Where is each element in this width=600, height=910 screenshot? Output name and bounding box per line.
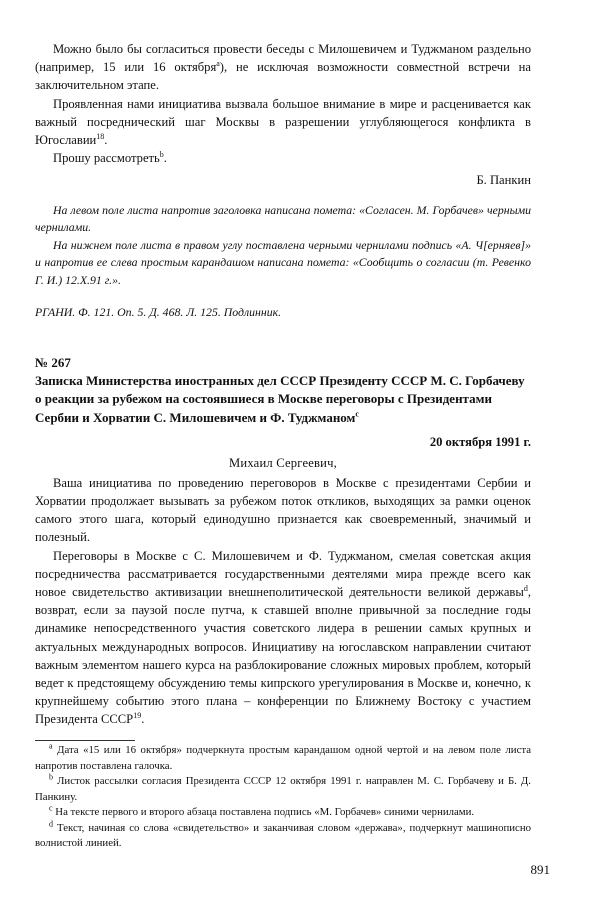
- paragraph-text: Переговоры в Москве с С. Милошевичем и Ф. Туджманом, смелая советская акция посредничества рассматривается государственными деятелями мира прежде всего как новое свидетельство активизации внешнеполитической деятельности великой державы: [35, 548, 531, 599]
- document-title: [35, 372, 531, 428]
- signature: Б. Панкин: [476, 173, 531, 188]
- footnote-mark: b: [49, 772, 53, 782]
- footnote-text: Дата «15 или 16 октября» подчеркнута простым карандашом одной чертой и на левом поле листа напротив поставлена галочка.: [35, 744, 532, 772]
- footnote-text: Текст, начиная со слова «свидетельство» и заканчивая словом «держава», подчеркнут машинописно волнистой линией.: [35, 821, 531, 849]
- paragraph: [35, 149, 531, 167]
- paragraph-text: ), не исключая возможности совместной встречи на заключительном этапе.: [35, 60, 531, 93]
- page-number: 891: [530, 862, 550, 877]
- document-number: № 267: [35, 354, 71, 370]
- paragraph: [35, 40, 531, 95]
- footnote-ref: a: [216, 59, 220, 69]
- footnote-text: На тексте первого и второго абзаца поставлена подпись «М. Горбачев» синими чернилами.: [55, 806, 475, 818]
- archival-note: На нижнем поле листа в правом углу поставлена черными чернилами подпись «А. Ч[ерняев]» и напротив ее слева простым карандашом написана помета: «Сообщить о согласии (т. Ревенко Г. И.) 12.X.91 г.».: [35, 237, 531, 287]
- footnote-ref: d: [523, 583, 528, 593]
- archival-note: На левом поле листа напротив заголовка написана помета: «Согласен. М. Горбачев» черными чернилами.: [35, 202, 531, 235]
- footnote: [35, 818, 531, 852]
- footnote-mark: a: [49, 741, 53, 751]
- footnote-text: Листок рассылки согласия Президента СССР 12 октября 1991 г. направлен М. С. Горбачеву и Б. Д. Панкину.: [35, 775, 531, 803]
- endnote-ref: 18: [96, 131, 105, 141]
- salutation: Михаил Сергеевич,: [228, 455, 338, 470]
- paragraph: Ваша инициатива по проведению переговоров в Москве с президентами Сербии и Хорватии продолжает вызывать за рубежом поток откликов, выходящих за рамки оценок самого этого шага, который единодушно признается как своевременный, значимый и полезный.: [35, 475, 531, 545]
- paragraph-text: Проявленная нами инициатива вызвала большое внимание в мире и расценивается как важный посреднический шаг Москвы в разрешении углубляющегося конфликта в Югославии: [35, 96, 531, 148]
- paragraph: [35, 547, 531, 729]
- paragraph-text: , возврат, если за паузой после путча, к ставшей вполне привычной за последние годы динамике непосредственного участия советского лидера в решении самых крупных и актуальных международных вопросов. Инициативу на югославском направлении считают важным элементом нашего курса на разблокирование сложных мировых проблем, который ведет к предстоящему обсуждению темы кипрского урегулирования в Москве и, конечно, к крупнейшему событию этого плана – конференции по Ближнему Востоку с участием Президента СССР: [35, 584, 531, 727]
- paragraph-text: .: [163, 151, 167, 166]
- source-citation: РГАНИ. Ф. 121. Оп. 5. Д. 468. Л. 125. Подлинник.: [35, 305, 282, 320]
- footnote: [35, 774, 531, 805]
- paragraph-text: Можно было бы согласиться провести беседы с Милошевичем и Туджманом раздельно (например, 15 или 16 октября: [35, 42, 531, 75]
- document-title-text: Записка Министерства иностранных дел СССР Президенту СССР М. С. Горбачеву о реакции за рубежом на состоявшиеся в Москве переговоры с Президентами Сербии и Хорватии С. Милошевичем и Ф. Туджманом: [35, 372, 525, 425]
- paragraph-text: Прошу рассмотреть: [53, 151, 160, 166]
- page-body: [35, 40, 531, 729]
- endnote-ref: 19: [133, 711, 142, 721]
- footnote-ref: c: [355, 409, 359, 419]
- footnotes: [35, 743, 531, 852]
- document-date: 20 октября 1991 г.: [429, 435, 531, 450]
- paragraph-text: .: [141, 712, 145, 727]
- footnote-mark: c: [49, 803, 53, 813]
- footnote-ref: b: [159, 150, 164, 160]
- footnote: [35, 743, 531, 774]
- footnote: [35, 805, 531, 821]
- paragraph: [35, 95, 531, 150]
- paragraph-text: .: [104, 133, 108, 148]
- footnote-mark: d: [49, 818, 53, 828]
